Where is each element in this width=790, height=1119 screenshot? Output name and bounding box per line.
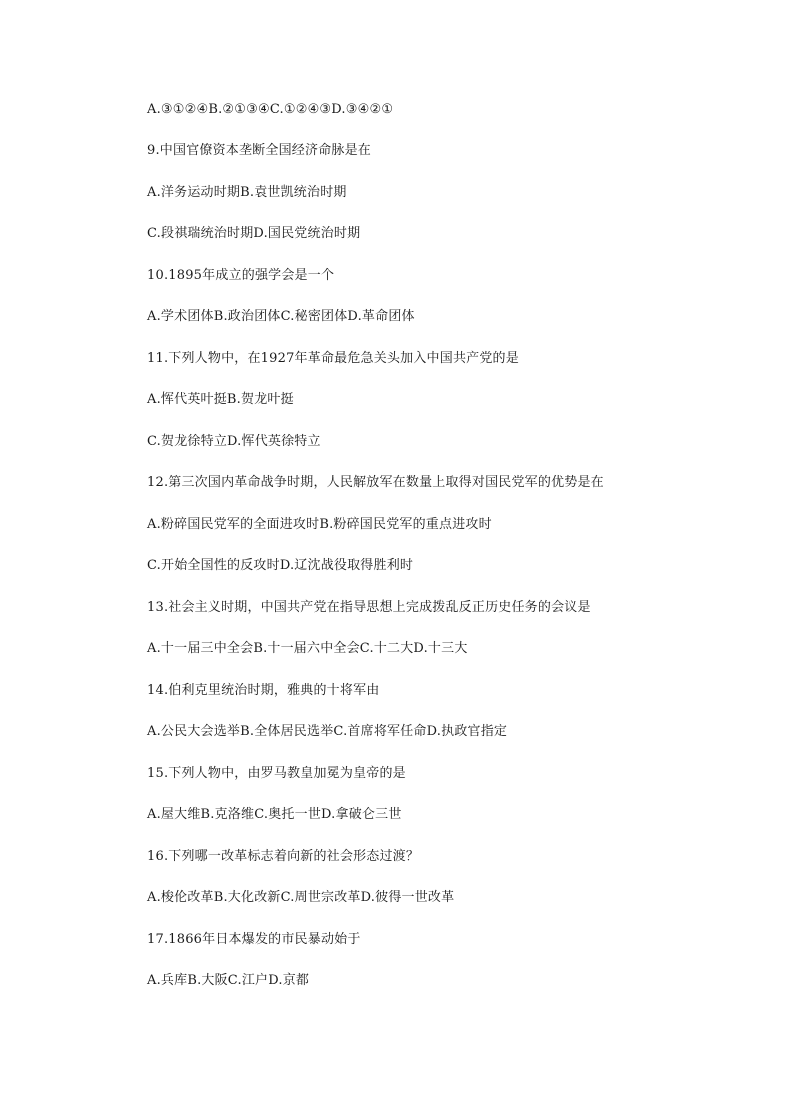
answer-options-q14: A.公民大会选举B.全体居民选举C.首席将军任命D.执政官指定 — [147, 724, 508, 739]
answer-options-q16: A.梭伦改革B.大化改新C.周世宗改革D.彼得一世改革 — [147, 890, 455, 905]
answer-options-q9-cd: C.段祺瑞统治时期D.国民党统治时期 — [147, 226, 361, 241]
question-16: 16.下列哪一改革标志着向新的社会形态过渡？ — [147, 849, 420, 864]
question-9: 9.中国官僚资本垄断全国经济命脉是在 — [147, 143, 372, 158]
answer-options-q9-ab: A.洋务运动时期B.袁世凯统治时期 — [147, 185, 347, 200]
answer-options-q8: A.③①②④B.②①③④C.①②④③D.③④②① — [147, 102, 394, 117]
answer-options-q15: A.屋大维B.克洛维C.奥托一世D.拿破仑三世 — [147, 807, 402, 822]
answer-options-q10: A.学术团体B.政治团体C.秘密团体D.革命团体 — [147, 309, 415, 324]
answer-options-q13: A.十一届三中全会B.十一届六中全会C.十二大D.十三大 — [147, 641, 468, 656]
question-14: 14.伯利克里统治时期，雅典的十将军由 — [147, 683, 380, 698]
question-17: 17.1866年日本爆发的市民暴动始于 — [147, 932, 361, 947]
answer-options-q11-cd: C.贺龙徐特立D.恽代英徐特立 — [147, 434, 321, 449]
question-15: 15.下列人物中，由罗马教皇加冕为皇帝的是 — [147, 766, 406, 781]
question-13: 13.社会主义时期，中国共产党在指导思想上完成拨乱反正历史任务的会议是 — [147, 600, 591, 615]
answer-options-q17: A.兵库B.大阪C.江户D.京都 — [147, 973, 310, 988]
question-10: 10.1895年成立的强学会是一个 — [147, 268, 335, 283]
answer-options-q12-cd: C.开始全国性的反攻时D.辽沈战役取得胜利时 — [147, 558, 414, 573]
question-11: 11.下列人物中，在1927年革命最危急关头加入中国共产党的是 — [147, 351, 519, 366]
answer-options-q11-ab: A.恽代英叶挺B.贺龙叶挺 — [147, 392, 294, 407]
question-12: 12.第三次国内革命战争时期，人民解放军在数量上取得对国民党军的优势是在 — [147, 475, 604, 490]
answer-options-q12-ab: A.粉碎国民党军的全面进攻时B.粉碎国民党军的重点进攻时 — [147, 517, 492, 532]
